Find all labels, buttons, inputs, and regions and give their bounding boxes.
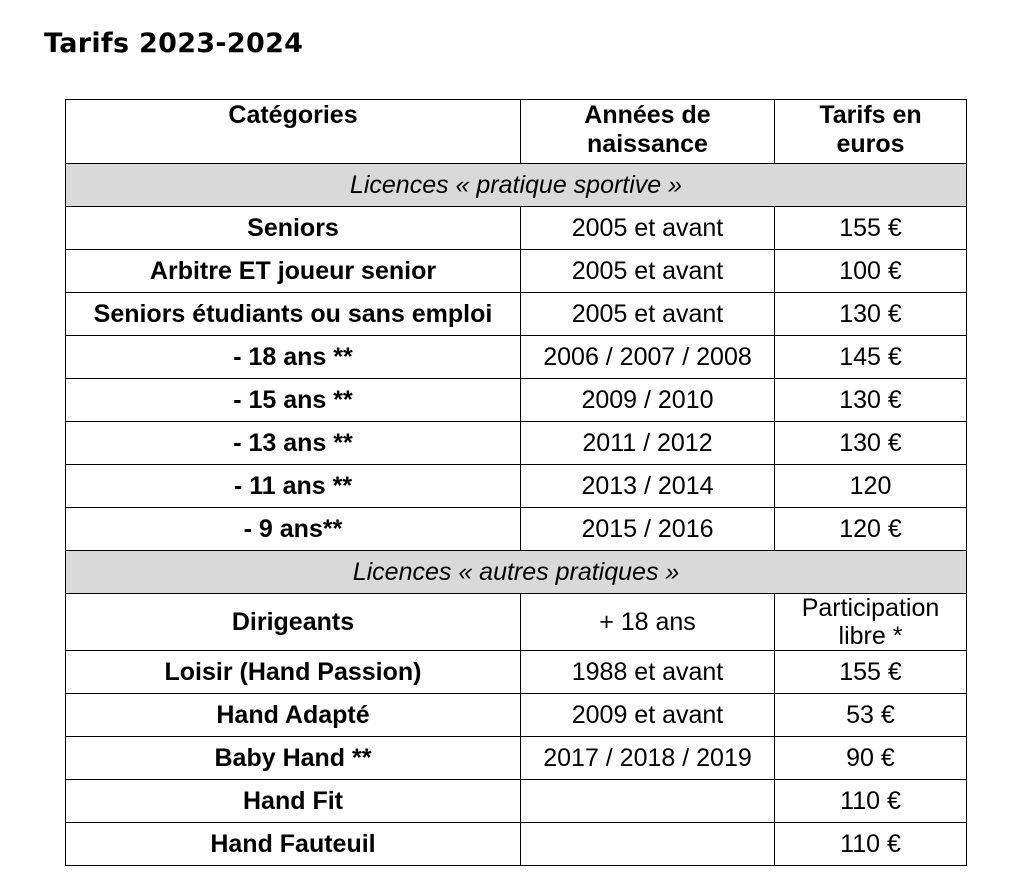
table-row bbox=[66, 207, 967, 250]
cell-categorie: Hand Fit bbox=[66, 780, 521, 823]
cell-annees: 2013 / 2014 bbox=[521, 465, 775, 508]
table-row bbox=[66, 379, 967, 422]
cell-annees: 2015 / 2016 bbox=[521, 508, 775, 551]
cell-tarif: 155 € bbox=[775, 207, 967, 250]
section-title: Licences « autres pratiques » bbox=[66, 551, 967, 594]
cell-categorie: Seniors étudiants ou sans emploi bbox=[66, 293, 521, 336]
cell-categorie: - 9 ans** bbox=[66, 508, 521, 551]
cell-tarif: 110 € bbox=[775, 823, 967, 866]
cell-annees: 2005 et avant bbox=[521, 293, 775, 336]
table-row bbox=[66, 594, 967, 651]
cell-annees: 1988 et avant bbox=[521, 651, 775, 694]
table-row bbox=[66, 780, 967, 823]
cell-categorie: Hand Fauteuil bbox=[66, 823, 521, 866]
cell-categorie: Dirigeants bbox=[66, 594, 521, 651]
cell-categorie: Seniors bbox=[66, 207, 521, 250]
cell-categorie: Arbitre ET joueur senior bbox=[66, 250, 521, 293]
cell-annees: 2009 / 2010 bbox=[521, 379, 775, 422]
cell-tarif: 120 bbox=[775, 465, 967, 508]
table-row bbox=[66, 737, 967, 780]
cell-annees: 2017 / 2018 / 2019 bbox=[521, 737, 775, 780]
cell-annees: + 18 ans bbox=[521, 594, 775, 651]
cell-tarif: Participation libre * bbox=[775, 594, 967, 651]
table-row bbox=[66, 508, 967, 551]
header-annees: Années de naissance bbox=[521, 100, 775, 164]
table-row bbox=[66, 422, 967, 465]
page-title: Tarifs 2023-2024 bbox=[44, 28, 304, 59]
cell-annees: 2005 et avant bbox=[521, 207, 775, 250]
cell-annees: 2005 et avant bbox=[521, 250, 775, 293]
cell-tarif: 155 € bbox=[775, 651, 967, 694]
section-header-row bbox=[66, 551, 967, 594]
cell-annees bbox=[521, 780, 775, 823]
header-tarifs: Tarifs en euros bbox=[775, 100, 967, 164]
table-row bbox=[66, 250, 967, 293]
cell-annees bbox=[521, 823, 775, 866]
cell-tarif: 120 € bbox=[775, 508, 967, 551]
cell-annees: 2009 et avant bbox=[521, 694, 775, 737]
table-row bbox=[66, 336, 967, 379]
cell-annees: 2011 / 2012 bbox=[521, 422, 775, 465]
cell-annees: 2006 / 2007 / 2008 bbox=[521, 336, 775, 379]
cell-categorie: Loisir (Hand Passion) bbox=[66, 651, 521, 694]
cell-tarif: 90 € bbox=[775, 737, 967, 780]
tarifs-table bbox=[65, 99, 967, 866]
table-header-row bbox=[66, 100, 967, 164]
header-categories: Catégories bbox=[66, 100, 521, 164]
cell-tarif: 130 € bbox=[775, 293, 967, 336]
table-row bbox=[66, 293, 967, 336]
cell-categorie: - 15 ans ** bbox=[66, 379, 521, 422]
cell-categorie: - 18 ans ** bbox=[66, 336, 521, 379]
section-title: Licences « pratique sportive » bbox=[66, 164, 967, 207]
cell-tarif: 110 € bbox=[775, 780, 967, 823]
cell-tarif: 100 € bbox=[775, 250, 967, 293]
table-row bbox=[66, 823, 967, 866]
cell-tarif: 145 € bbox=[775, 336, 967, 379]
section-header-row bbox=[66, 164, 967, 207]
cell-tarif: 53 € bbox=[775, 694, 967, 737]
cell-categorie: - 13 ans ** bbox=[66, 422, 521, 465]
table-row bbox=[66, 694, 967, 737]
cell-categorie: Baby Hand ** bbox=[66, 737, 521, 780]
cell-tarif: 130 € bbox=[775, 422, 967, 465]
cell-categorie: Hand Adapté bbox=[66, 694, 521, 737]
table-row bbox=[66, 651, 967, 694]
table-row bbox=[66, 465, 967, 508]
cell-categorie: - 11 ans ** bbox=[66, 465, 521, 508]
cell-tarif: 130 € bbox=[775, 379, 967, 422]
